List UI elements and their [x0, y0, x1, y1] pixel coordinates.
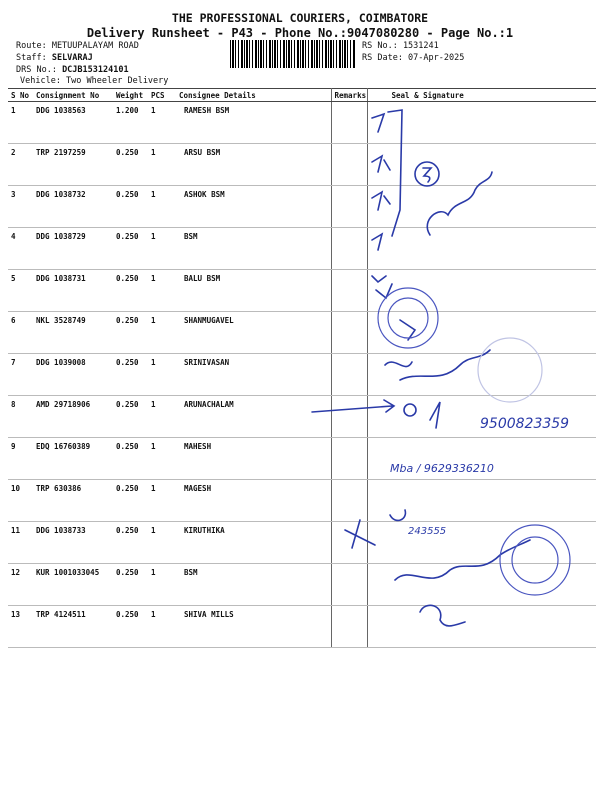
- weight-cell: 1.200: [113, 102, 148, 144]
- row12-signature: [395, 540, 530, 580]
- circled-number: [415, 162, 439, 186]
- consignment-cell: DDG 1038563: [33, 102, 113, 144]
- consignment-cell: TRP 4124511: [33, 606, 113, 648]
- consignment-cell: DDG 1038733: [33, 522, 113, 564]
- consignee-cell: BALU BSM: [176, 270, 331, 312]
- row11-note: 243555: [408, 526, 447, 537]
- weight-cell: 0.250: [113, 522, 148, 564]
- weight-cell: 0.250: [113, 312, 148, 354]
- row10-note: Mba / 9629336210: [390, 462, 494, 475]
- row2-mark: [372, 156, 390, 172]
- staff-value: SELVARAJ: [51, 53, 93, 63]
- pcs-cell: 1: [148, 480, 176, 522]
- pcs-cell: 1: [148, 270, 176, 312]
- col-seal-signature: Seal & Signature: [367, 89, 596, 102]
- consignment-cell: DDG 1038732: [33, 186, 113, 228]
- col-weight: Weight: [113, 89, 148, 102]
- pcs-cell: 1: [148, 144, 176, 186]
- pcs-cell: 1: [148, 354, 176, 396]
- consignee-cell: SHANMUGAVEL: [176, 312, 331, 354]
- sno-cell: 2: [8, 144, 33, 186]
- col-sno: S No: [8, 89, 33, 102]
- sno-cell: 10: [8, 480, 33, 522]
- consignee-cell: SHIVA MILLS: [176, 606, 331, 648]
- runsheet-subtitle: Delivery Runsheet - P43 - Phone No.:9047080280 - Page No.:1: [86, 26, 514, 40]
- route-label: Route: METUUPALAYAM ROAD: [16, 41, 139, 51]
- col-pcs: PCS: [148, 89, 176, 102]
- sno-cell: 4: [8, 228, 33, 270]
- row11-cross: [345, 520, 375, 548]
- col-consignment: Consignment No: [33, 89, 113, 102]
- consignee-cell: KIRUTHIKA: [176, 522, 331, 564]
- row4-mark: [372, 234, 382, 250]
- col-remarks: Remarks: [331, 89, 367, 102]
- sno-cell: 11: [8, 522, 33, 564]
- pcs-cell: 1: [148, 102, 176, 144]
- sno-cell: 1: [8, 102, 33, 144]
- pcs-cell: 1: [148, 564, 176, 606]
- staff-label: Staff:: [16, 53, 52, 63]
- row8-circle: [404, 404, 416, 416]
- weight-cell: 0.250: [113, 354, 148, 396]
- weight-cell: 0.250: [113, 144, 148, 186]
- pcs-cell: 1: [148, 522, 176, 564]
- weight-cell: 0.250: [113, 270, 148, 312]
- consignment-cell: TRP 630386: [33, 480, 113, 522]
- pcs-cell: 1: [148, 606, 176, 648]
- consignment-cell: TRP 2197259: [33, 144, 113, 186]
- consignee-cell: MAHESH: [176, 438, 331, 480]
- consignee-cell: MAGESH: [176, 480, 331, 522]
- consignee-cell: ARSU BSM: [176, 144, 331, 186]
- consignment-cell: DDG 1039008: [33, 354, 113, 396]
- faded-stamp: [478, 338, 542, 402]
- sno-cell: 5: [8, 270, 33, 312]
- weight-cell: 0.250: [113, 564, 148, 606]
- rs-number: RS No.: 1531241: [362, 41, 439, 51]
- weight-cell: 0.250: [113, 480, 148, 522]
- sno-cell: 7: [8, 354, 33, 396]
- weight-cell: 0.250: [113, 228, 148, 270]
- col-consignee: Consignee Details: [176, 89, 331, 102]
- consignee-cell: RAMESH BSM: [176, 102, 331, 144]
- pcs-cell: 1: [148, 186, 176, 228]
- company-stamp-2: [500, 525, 570, 595]
- sno-cell: 3: [8, 186, 33, 228]
- drs-label: DRS No.:: [16, 65, 63, 75]
- pcs-cell: 1: [148, 396, 176, 438]
- consignee-cell: ASHOK BSM: [176, 186, 331, 228]
- consignment-cell: AMD 29718906: [33, 396, 113, 438]
- pcs-cell: 1: [148, 312, 176, 354]
- row8-phone: 9500823359: [480, 416, 570, 432]
- consignee-cell: ARUNACHALAM: [176, 396, 331, 438]
- row8-arrow: [312, 400, 394, 412]
- pcs-cell: 1: [148, 438, 176, 480]
- sno-cell: 9: [8, 438, 33, 480]
- sno-cell: 12: [8, 564, 33, 606]
- vehicle-label: Vehicle: Two Wheeler Delivery: [20, 76, 169, 86]
- row11-signature: [390, 510, 405, 520]
- consignee-cell: BSM: [176, 564, 331, 606]
- consignee-cell: SRINIVASAN: [176, 354, 331, 396]
- weight-cell: 0.250: [113, 606, 148, 648]
- sno-cell: 8: [8, 396, 33, 438]
- row3-mark: [372, 192, 390, 210]
- row13-signature: [420, 605, 465, 626]
- consignment-cell: NKL 3528749: [33, 312, 113, 354]
- weight-cell: 0.250: [113, 396, 148, 438]
- consignment-cell: DDG 1038729: [33, 228, 113, 270]
- consignment-cell: DDG 1038731: [33, 270, 113, 312]
- row7-signature: [400, 350, 490, 380]
- drs-value: DCJB153124101: [62, 65, 129, 75]
- sno-cell: 13: [8, 606, 33, 648]
- consignment-cell: KUR 1001033045: [33, 564, 113, 606]
- weight-cell: 0.250: [113, 438, 148, 480]
- consignment-cell: EDQ 16760389: [33, 438, 113, 480]
- sno-cell: 6: [8, 312, 33, 354]
- row1-mark: [372, 110, 402, 236]
- weight-cell: 0.250: [113, 186, 148, 228]
- pcs-cell: 1: [148, 228, 176, 270]
- consignee-cell: BSM: [176, 228, 331, 270]
- company-title: THE PROFESSIONAL COURIERS, COIMBATORE: [171, 11, 429, 25]
- rs-date: RS Date: 07-Apr-2025: [362, 53, 465, 63]
